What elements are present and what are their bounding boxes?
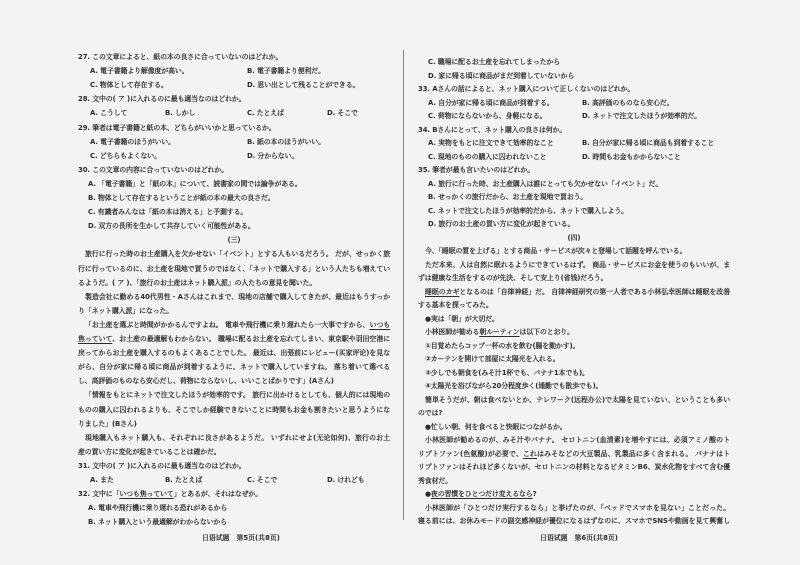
answer-option [88,191,275,205]
passage-line [418,366,589,380]
answer-options-row [418,136,730,150]
underlined-phrase: いつも焦っていて [119,490,174,499]
answer-option [428,177,662,191]
text-segment: 33. Aさんの話によると、ネット購入について正しくないのはどれか。 [418,85,635,93]
passage-line [418,406,442,420]
passage-line [418,339,579,353]
passage-line [418,258,730,272]
answer-option [428,217,574,231]
passage-line [418,379,602,393]
text-segment: 28. 文中の( ア )に入れるのに最も適当なのはどれか。 [78,95,246,104]
text-segment: 34. Bさんにとって、ネット購入の良さは何か。 [418,125,567,134]
passage-line [78,403,390,417]
text-segment: 戻ってからお土産を購入するのもよくあることでした。 最近は、出張前にレビュー(买家评论)を見な [78,349,390,358]
answer-option: D. 時間もお金もかからないこと [582,152,681,161]
question-line [418,163,534,177]
text-segment: となるのは「自律神経」だ。 自律神経研究の第一人者である小林弘幸医師は睡眠を改善 [459,287,730,296]
answer-option [428,69,574,83]
text-segment: 小林医師が「ひとつだけ実行するなら」と挙げたのが、「ベッドでスマホを見ない」ことだった。 [425,503,730,512]
answer-options-row [418,150,730,164]
passage-line [418,433,730,447]
passage-line [418,325,574,339]
passage-line [418,312,499,326]
text-segment: は以下のとおり。 [519,328,574,336]
passage-line [78,290,390,304]
text-segment: 」とあるが、それはなぜか。 [173,490,262,499]
passage-line [418,271,607,285]
text-segment: 小林医師が勧める [425,328,480,336]
answer-option: A. こうして [90,109,128,118]
question-line [418,123,566,137]
answer-option: B. たとえば [165,476,203,484]
passage-line [418,393,730,407]
text-segment: 35. 筆者が最も言いたいのはどれか。 [418,166,535,174]
answer-option [88,219,255,233]
text-segment: C. 職場に配るお土産を忘れてしまったから [428,58,561,66]
text-segment: し、高評価のものなら安心だし、荷物にならないし、いいことばかりです」(Aさん) [78,377,334,386]
text-segment: 現地購入もネット購入も、それぞれに良さがあるようだ。 いずれにせよ(无论如何)、旅行のお土 [85,433,390,442]
text-segment: A. 旅行に行った時、お土産購入は誰にとっても欠かせない「イベント」だ。 [428,179,663,188]
passage-line [78,431,390,445]
passage-line [418,244,686,258]
page-divider [403,50,404,520]
answer-options-row [418,109,730,123]
text-segment: B. 物体として存在するということが紙の本の最大の良さだ。 [88,194,275,202]
passage-line [78,332,390,346]
text-segment: ①目覚めたらコップ一杯の水を飲む(腸を動かす)。 [425,341,580,350]
passage-line [418,487,537,501]
section-heading [78,233,390,247]
underlined-phrase: 夜の習慣をひとつだけ変えるなら [430,490,533,498]
answer-option [88,501,227,515]
text-segment: ②カーテンを開けて部屋に太陽光を入れる。 [425,355,560,363]
answer-option [428,190,587,204]
answer-option: A. 電子書籍のほうがいい。 [90,137,175,146]
passage-line [78,276,316,290]
passage-line [78,374,334,388]
answer-option: D. そこで [327,109,358,118]
answer-option [88,515,227,529]
text-segment: 、お土産の最適解もわからない。 職場に配るお土産を忘れてしまい、東京駅や羽田空港に [112,335,390,343]
text-segment: C. ネットで注文したほうが効率的だから、ネットで購入しよう。 [428,206,628,215]
passage-line [78,360,390,374]
underlined-phrase: 焦っていて [78,335,113,343]
text-segment: ③少しでも朝食を(みそ汁1杯でも、バナナ1本でも)。 [425,368,589,377]
text-segment: ④太陽光を浴びながら20分程度歩く(通勤でも散歩でも)。 [425,382,603,390]
underlined-phrase: これ [522,449,538,458]
text-segment: り「ネット購入派」になった。 [78,306,174,315]
text-segment: D. 旅行のお土産の買い方に変化が起きている。 [428,220,575,228]
answer-option: C. 物体として存在する。 [90,81,168,90]
underlined-phrase: いつも [369,320,391,329]
passage-line [418,474,452,488]
answer-options-row [78,135,390,149]
answer-option: D. ネットで注文したほうが効率的だ。 [582,112,702,120]
question-line [78,163,228,177]
passage-line [78,445,221,459]
text-segment: 「情報をもとにネットで注文したほうが効率的です。 旅行に出かけるとしても、個人的には現地の [85,391,390,400]
answer-option [88,205,247,219]
answer-option [428,55,560,69]
text-segment: A. 電車や飛行機に乗り遅れる恐れがあるから [88,504,228,513]
text-segment: 27. この文章によると、紙の本の良さに合っていないのはどれか。 [78,53,283,61]
text-segment: 今、「睡眠の質を上げる」とする商品・サービスが次々と登場して話題を呼んでいる。 [425,247,687,255]
page-footer-5: 日语试题 第5页(共8页) [202,534,280,542]
text-segment: リプトファンはそれほど多くないが、セロトニンの材料となるビタミンB6、炭水化物をすべて含む優 [418,463,730,471]
passage-line [78,318,390,332]
text-segment: 秀食材だ。 [418,476,452,485]
answer-option: C. たとえば [247,109,284,118]
passage-line [78,304,173,318]
text-segment: ●忙しい朝、何を食べると快眠につながるか。 [425,422,567,431]
text-segment: るようだ。( ア )、「旅行のお土産はネット購入派」の人たちの意見を聞いた。 [78,278,317,287]
passage-line [418,352,559,366]
passage-line [418,447,730,461]
text-segment: 産の買い方に変化が起きていることは確かだ。 [78,447,221,456]
answer-option: A. 自分が家に帰る頃に商品が到着する。 [428,98,554,107]
question-line [78,487,262,501]
answer-option: C. そこで [247,476,278,484]
answer-option: B. 電子書籍より便利だ。 [247,67,325,76]
text-segment: B. せっかくの旅行だから、お土産を現地で買おう。 [428,193,588,201]
text-segment: B. ネット購入という最適解がわからないから [88,518,227,527]
question-line [418,82,634,96]
text-segment: C. 有識者みんなは「紙の本は消える」と予測する。 [88,208,248,217]
text-segment: 寝る前には、お休みモードの副交感神経が優位になるはずなのに、スマホでSNSや動画を見て興奮し [418,517,730,525]
answer-option [88,177,302,191]
answer-option: A. また [90,476,114,484]
passage-line [418,285,730,299]
answer-options-row [78,473,390,487]
text-segment: ● [425,490,431,498]
text-segment: D. 双方の長所を生かして共存していく可能性がある。 [88,222,255,231]
answer-options-row [418,96,730,110]
text-segment: リプトファン(色氨酸)が必要で、 [418,449,523,458]
answer-option: C. 荷物にならないから、身軽になる。 [428,112,547,120]
underlined-phrase: 睡眠のカギ [425,287,460,296]
page-footer-6: 日语试题 第6页(共8页) [540,534,618,542]
text-segment: 旅行に行った時のお土産購入を欠かせない「イベント」とする人もいるだろう。 だが、せっかく旅 [85,250,390,259]
text-segment: 「お土産を選ぶと時間がかかるんですよね。 電車や飛行機に乗り遅れたら一大事ですから、 [85,320,370,329]
question-line [78,50,282,64]
text-segment: D. 家に帰る頃に商品がまだ到着していないから [428,71,575,80]
answer-option: D. けれども [327,476,365,484]
text-segment: ただ本来、人は自然に眠れるようにできているはず。 商品・サービスにお金を使うのもいいが、ま [425,260,730,269]
answer-option: C. どちらもよくない。 [90,151,161,160]
text-segment: する基本を探ってみた。 [418,301,493,309]
underlined-phrase: 朝ルーティン [479,328,520,336]
text-segment: 製造会社に勤める40代男性・Aさんはこれまで、現地の店舗で購入してきたが、最近はもうすっか [85,292,390,301]
text-segment: 行に行っているのに、お土産を現地で買うのではなく、「ネットで購入する」という人たちも増えてい [78,264,390,273]
answer-option: B. 高評価のものなら安心だ。 [582,98,674,107]
passage-line [418,420,567,434]
text-segment: 簡単そうだが、朝は食べないとか、テレワーク(远程办公)で太陽を見ていない、ということも多い [425,395,730,404]
text-segment: ものの購入に囚われるよりも、そこでしか経験できないことに時間もお金も割きたいと思うようにな [78,405,390,414]
answer-option: B. しかし [165,109,196,118]
text-segment: 29. 筆者は電子書籍と紙の本、どちらがいいかと思っているか。 [78,123,276,132]
passage-line [418,460,730,474]
question-line [78,92,246,106]
passage-line [78,262,390,276]
passage-line [418,514,730,528]
text-segment: 小林医師が勧めるのが、みそ汁やバナナ。 セロトニン(血清素)を増やすには、必須アミノ酸のト [425,436,730,444]
answer-option: A. 実物をもとに注文できて効率的なこと [428,139,554,147]
text-segment: (四) [567,233,581,242]
answer-options-row [78,78,390,92]
passage-line [418,298,493,312]
answer-option: C. 現地のものの購入に囚われないこと [428,152,547,161]
text-segment: がら、自分が家に帰る頃に商品が到着するように、ネットで購入していますね。 落ち着いて選べる [78,363,390,372]
answer-options-row [78,106,390,120]
question-line [78,121,276,135]
answer-option: D. 思い出として残ることができる。 [247,81,360,90]
text-segment: A. 「電子書籍」と「紙の本」について、読書家の間では論争がある。 [88,179,302,188]
answer-options-row [78,64,390,78]
answer-option: D. 分からない。 [247,151,299,160]
answer-options-row [78,149,390,163]
passage-line [418,501,730,515]
passage-line [78,247,390,261]
text-segment: はみそなどの大豆製品、乳製品に多く含まれる。 バナナはト [537,449,730,458]
answer-option: B. 紙の本のほうがいい。 [247,137,325,146]
answer-option [428,204,628,218]
question-line [78,459,246,473]
text-segment: 32. 文中に「 [78,490,120,499]
passage-line [78,346,390,360]
text-segment: りました」(Bさん) [78,419,137,428]
text-segment: 31. 文中の( ア )に入れるのに最も適当なのはどれか。 [78,461,246,470]
text-segment: ? [532,490,537,498]
passage-line [78,417,137,431]
text-segment: 30. この文章の内容に合っていないのはどれか。 [78,165,229,174]
text-segment: (三) [227,236,241,245]
text-segment: ずは健康な生活をするのが先決、そして安上り(省钱)だろう。 [418,274,608,282]
answer-option: B. 自分が家に帰る頃に商品も到着すること [582,139,715,147]
section-heading [418,231,730,245]
passage-line [78,388,390,402]
text-segment: ●実は「朝」が大切だ。 [425,314,499,323]
text-segment: のでは? [418,409,443,417]
answer-option: A. 電子書籍より解像度が高い。 [90,67,189,76]
